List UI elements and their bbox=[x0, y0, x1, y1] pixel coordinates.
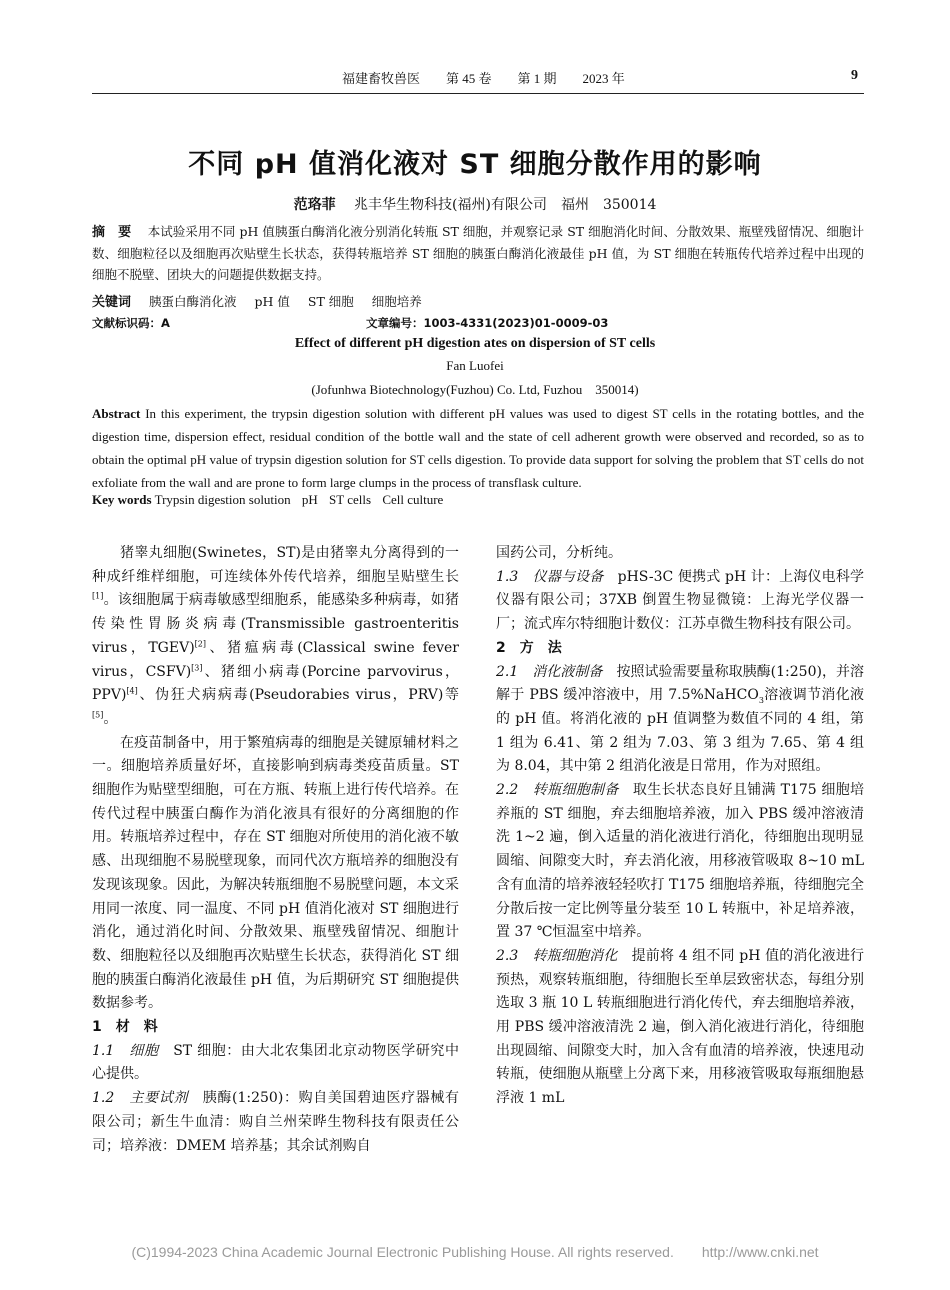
section-heading: 2 方 法 bbox=[496, 639, 562, 656]
running-header bbox=[92, 68, 864, 90]
keyword: pH 值 bbox=[254, 294, 290, 309]
keyword: 细胞培养 bbox=[371, 294, 422, 309]
english-affiliation: (Jofunhwa Biotechnology(Fuzhou) Co. Ltd, Fuzhou 350014) bbox=[311, 382, 639, 397]
citation[interactable]: [3] bbox=[191, 662, 203, 672]
page-number: 9 bbox=[851, 68, 858, 83]
copyright-footer: (C)1994-2023 China Academic Journal Electronic Publishing House. All rights reserved. http://www.cnki.net bbox=[131, 1244, 819, 1260]
document-code: 文献标识码：A bbox=[92, 316, 170, 330]
citation[interactable]: [4] bbox=[126, 686, 138, 696]
english-abstract bbox=[92, 402, 864, 494]
subsection-1-1: 1.1 细胞 ST 细胞：由大北农集团北京动物医学研究中心提供。 bbox=[92, 1042, 460, 1083]
english-keyword: pH bbox=[301, 492, 318, 507]
subsection-label: 2.1 消化液制备 bbox=[496, 663, 603, 680]
journal-info: 福建畜牧兽医 第 45 卷 第 1 期 2023 年 bbox=[342, 71, 625, 86]
subsection-label: 2.2 转瓶细胞制备 bbox=[496, 782, 619, 799]
author-affiliation: 兆丰华生物科技(福州)有限公司 福州 350014 bbox=[354, 197, 657, 213]
subsection-2-3: 2.3 转瓶细胞消化 提前将 4 组不同 pH 值的消化液进行预热，观察转瓶细胞，待细胞长至单层致密状态，每组分别选取 3 瓶 10 L 转瓶细胞进行消化传代，弃去细胞培养液，用 PBS 缓冲溶液清洗 2 遍，倒入消化液进行消化，待细胞出现圆缩、间隙变大时，加入含有血清的培养液，快速甩动转瓶，使细胞从瓶壁上分离下来，用移液管吸取每瓶细胞悬浮液 1 mL bbox=[496, 947, 864, 1107]
subsection-1-2: 1.2 主要试剂 胰酶(1:250)：购自美国碧迪医疗器械有限公司；新生牛血清：购自兰州荣晔生物科技有限责任公司；培养液：DMEM 培养基；其余试剂购自 bbox=[92, 1090, 459, 1154]
subsection-2-1: 2.1 消化液制备 按照试验需要量称取胰酶(1:250)，并溶解于 PBS 缓冲溶液中，用 7.5%NaHCO$_3$溶液调节消化液的 pH 值。将消化液的 pH 值调整为数值不同的 4 组，第 1 组为 6.41、第 2 组为 7.03、第 3 组为 7.65、第 4 组为 8.04，其中第 2 组消化液是日常用，作为对照组。 bbox=[496, 663, 865, 775]
keywords-label: 关键词 bbox=[92, 295, 132, 310]
english-keyword: Cell culture bbox=[382, 492, 444, 507]
subsection-label: 1.1 细胞 bbox=[92, 1042, 159, 1059]
section-heading: 1 材 料 bbox=[92, 1019, 158, 1036]
citation[interactable]: [2] bbox=[194, 639, 207, 649]
abstract-label: 摘 要 bbox=[92, 225, 132, 240]
english-abstract-text: In this experiment, the trypsin digestion solution with different pH values was used to digest ST cells in the rotating bottles, and the digestion time, dispersion effect, residual condition of the bottle wall and the state of cell adherent growth were observed and recorded, so as to obtain the optimal pH value of trypsin digestion solution for ST cells digestion. To provide data support for solving the problem that ST cells do not exfoliate from the wall and are prone to form large clumps in the process of transflask culture. bbox=[92, 406, 864, 490]
subsection-1-3: 1.3 仪器与设备 pHS-3C 便携式 pH 计：上海仪电科学仪器有限公司；37XB 倒置生物显微镜：上海光学仪器一厂；流式库尔特细胞计数仪：江苏卓微生物科技有限公司。 bbox=[496, 568, 865, 633]
subsection-label: 1.2 主要试剂 bbox=[92, 1090, 189, 1107]
body-right-column bbox=[496, 542, 864, 1111]
english-abstract-label: Abstract bbox=[92, 406, 141, 421]
keyword: 胰蛋白酶消化液 bbox=[149, 294, 237, 309]
continued-text: 国药公司，分析纯。 bbox=[496, 545, 622, 561]
subsection-label: 2.3 转瓶细胞消化 bbox=[496, 947, 618, 964]
author-name: 范珞菲 bbox=[293, 197, 336, 213]
subsection-2-2: 2.2 转瓶细胞制备 取生长状态良好且铺满 T175 细胞培养瓶的 ST 细胞，弃去细胞培养液，加入 PBS 缓冲溶液清洗 1~2 遍，倒入适量的消化液进行消化，待细胞出现明显圆缩、间隙变大时，弃去消化液，用移液管吸取 8~10 mL 含有血清的培养液轻轻吹打 T175 细胞培养瓶，待细胞完全分散后按一定比例等量分装至 10 L 转瓶中，补足培养液，置 37 ℃恒温室中培养。 bbox=[496, 782, 864, 941]
english-keyword: Trypsin digestion solution bbox=[154, 492, 291, 507]
chinese-abstract bbox=[92, 221, 864, 285]
keyword: ST 细胞 bbox=[307, 294, 354, 309]
body-left-column bbox=[92, 542, 459, 1158]
author-line bbox=[0, 194, 950, 214]
english-title: Effect of different pH digestion ates on dispersion of ST cells bbox=[294, 336, 656, 351]
subsection-label: 1.3 仪器与设备 bbox=[496, 568, 604, 585]
article-title: 不同 pH 值消化液对 ST 细胞分散作用的影响 bbox=[188, 149, 762, 180]
english-keywords bbox=[92, 492, 864, 508]
intro-paragraph-1: 猪睾丸细胞(Swinetes，ST)是由猪睾丸分离得到的一种成纤维样细胞，可连续体外传代培养，细胞呈贴壁生长[1]。该细胞属于病毒敏感型细胞系，能感染多种病毒，如猪传染性胃肠炎病毒(Transmissible gastroenteritis virus，TGEV)[2]、猪瘟病毒(Classical swine fever virus，CSFV)[3]、猪细小病毒(Porcine parvovirus，PPV)[4]、伪狂犬病病毒(Pseudorabies virus，PRV)等[5]。 bbox=[92, 545, 460, 727]
header-rule bbox=[92, 93, 864, 94]
english-keywords-label: Key words bbox=[92, 492, 152, 507]
intro-paragraph-2: 在疫苗制备中，用于繁殖病毒的细胞是关键原辅材料之一。细胞培养质量好坏，直接影响到病毒类疫苗质量。ST 细胞作为贴壁型细胞，可在方瓶、转瓶上进行传代培养。在传代过程中胰蛋白酶作为消化液具有很好的分离细胞的作用。转瓶培养过程中，存在 ST 细胞对所使用的消化液不敏感、出现细胞不易脱壁现象，而同代次方瓶培养的细胞没有发现该现象。因此，为解决转瓶细胞不易脱壁问题，本文采用同一浓度、同一温度、不同 pH 值消化液对 ST 细胞进行消化，通过消化时间、分散效果、瓶壁残留情况、细胞计数、细胞粒径以及细胞再次贴壁生长状态，获得消化 ST 细胞的胰蛋白酶消化液最佳 pH 值，为后期研究 ST 细胞提供数据参考。 bbox=[92, 734, 459, 1012]
english-author: Fan Luofei bbox=[446, 358, 504, 373]
abstract-text: 本试验采用不同 pH 值胰蛋白酶消化液分别消化转瓶 ST 细胞，并观察记录 ST 细胞消化时间、分散效果、瓶壁残留情况、细胞计数、细胞粒径以及细胞再次贴壁生长状态，获得转瓶培养 ST 细胞的胰蛋白酶消化液最佳 pH 值，为 ST 细胞在转瓶传代培养过程中出现的细胞不脱壁、团块大的问题提供数据支持。 bbox=[92, 224, 864, 282]
article-number: 文章编号：1003-4331(2023)01-0009-03 bbox=[366, 316, 609, 330]
keywords-cn bbox=[92, 291, 864, 310]
english-keyword: ST cells bbox=[329, 492, 372, 507]
citation[interactable]: [1] bbox=[92, 591, 104, 601]
citation[interactable]: [5] bbox=[92, 710, 104, 720]
